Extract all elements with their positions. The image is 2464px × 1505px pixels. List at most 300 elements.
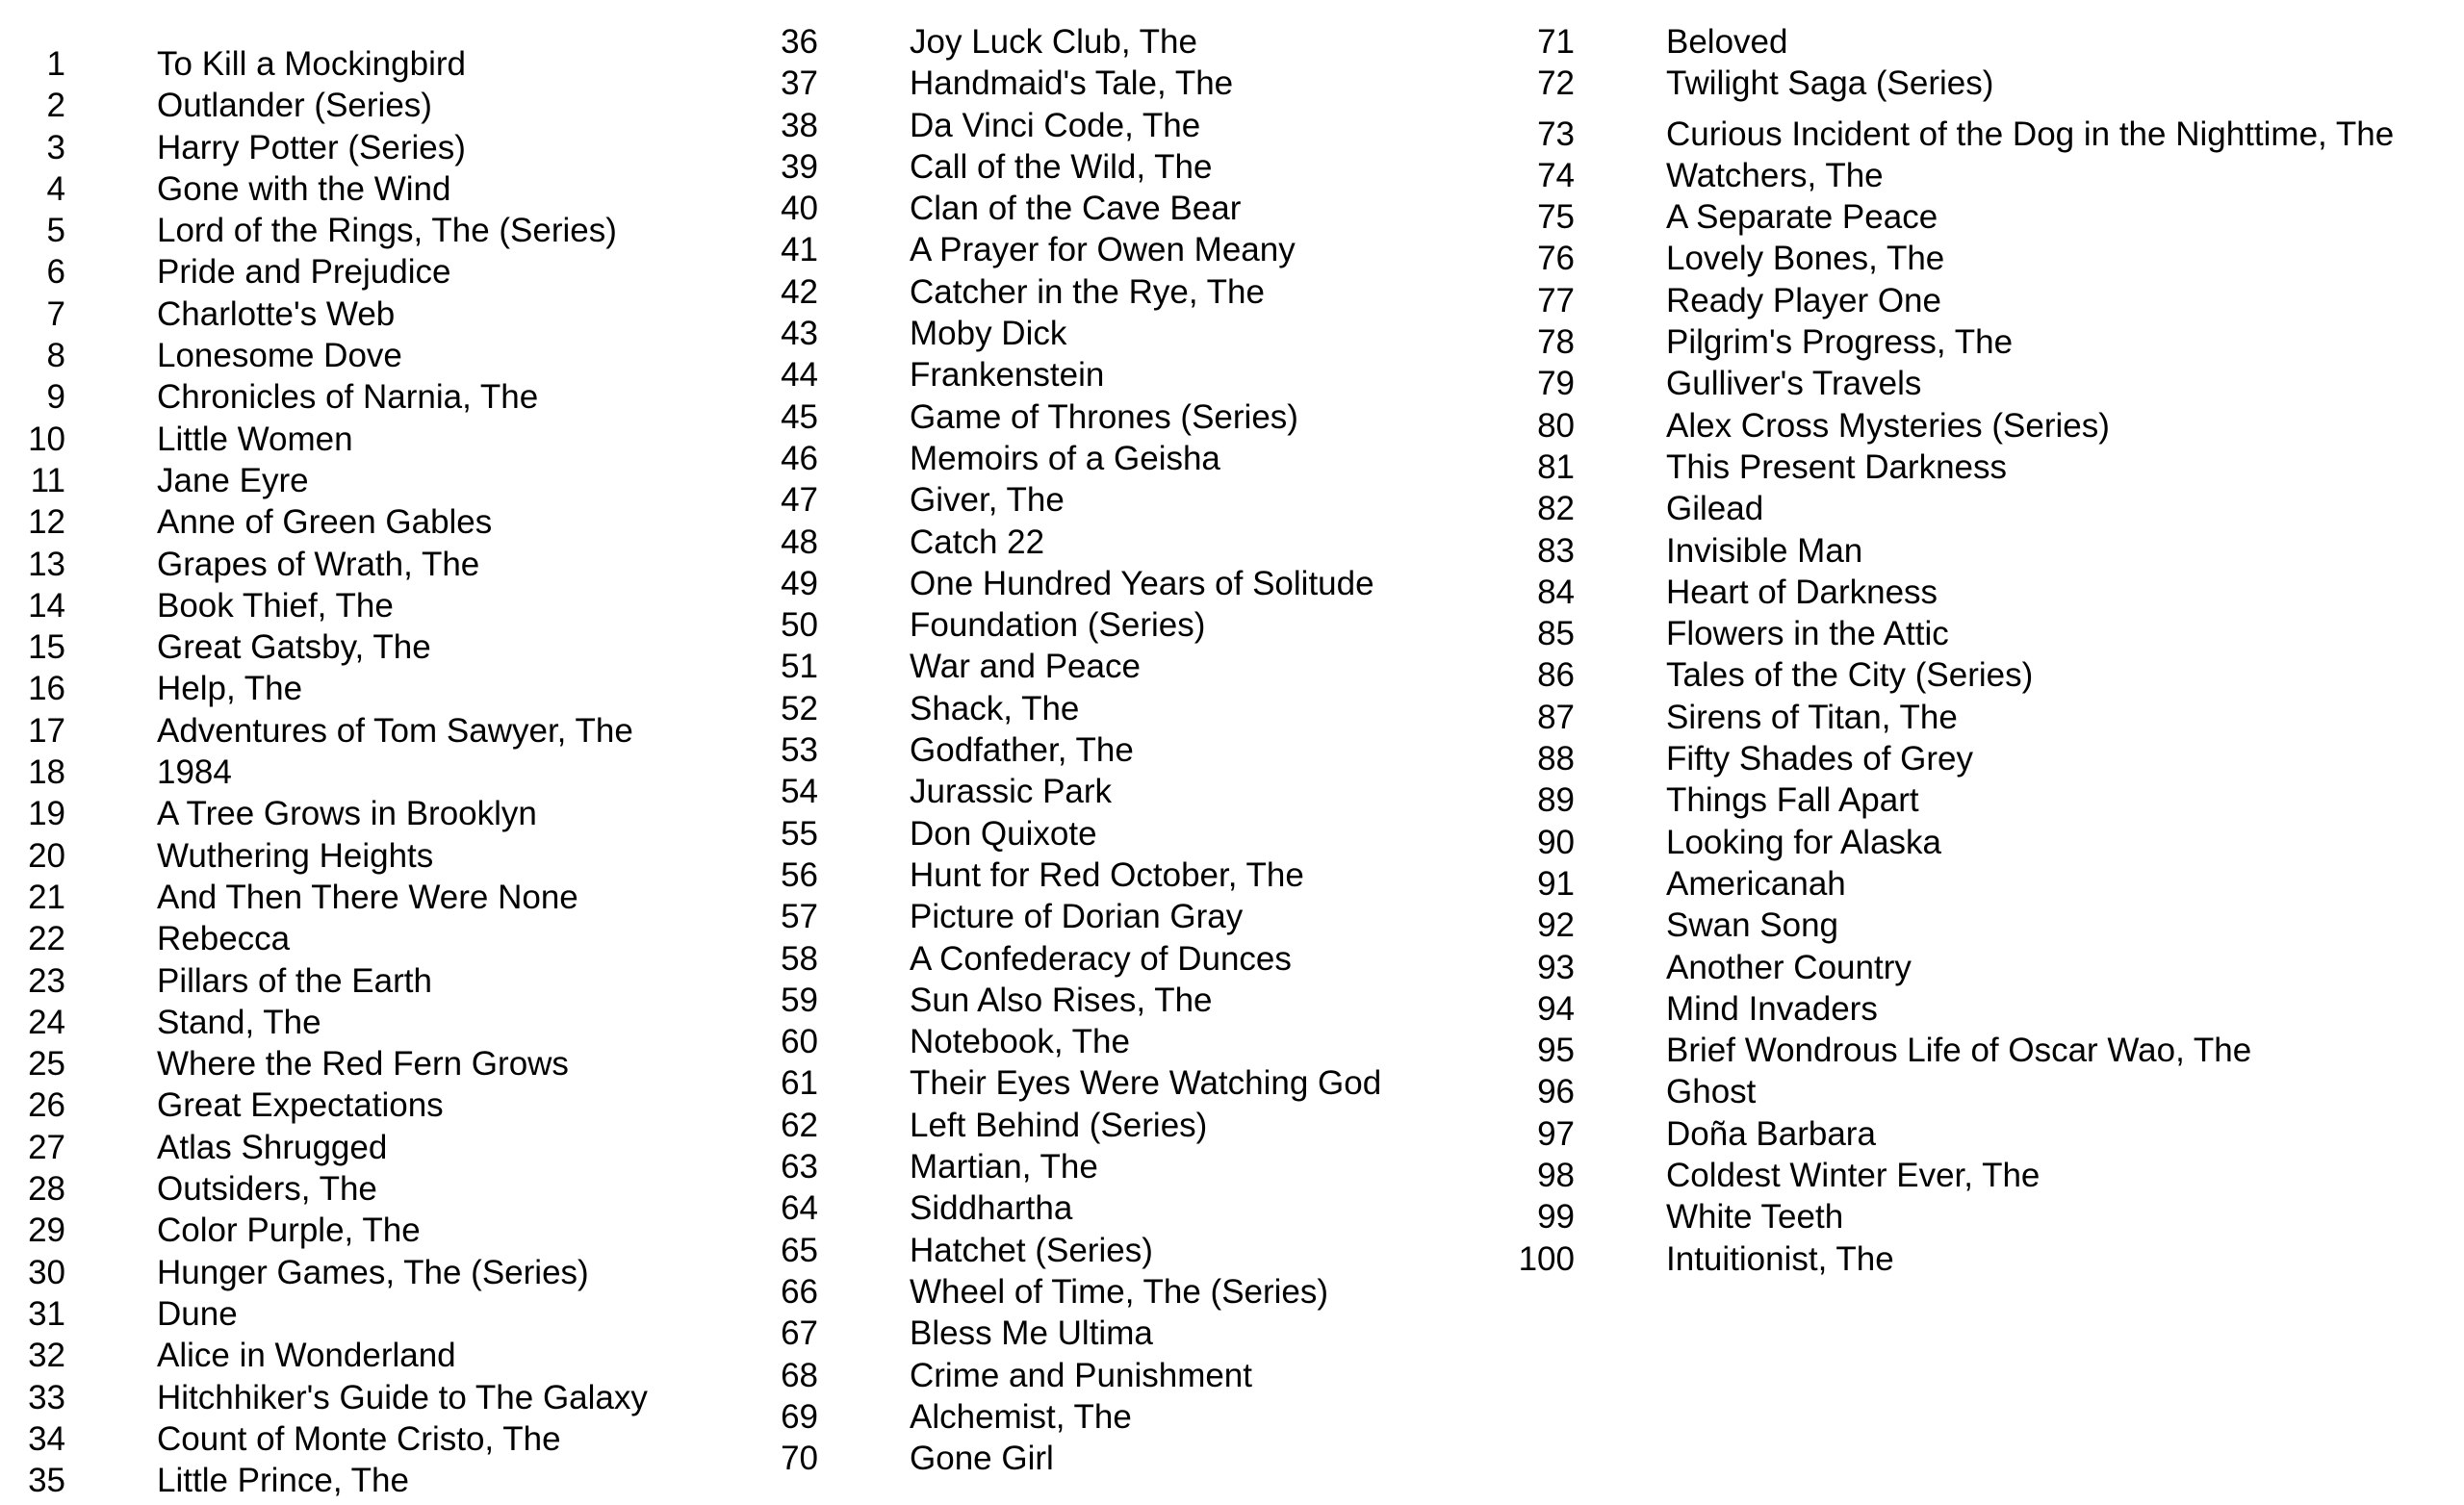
rank-label: 81 (1537, 447, 1575, 486)
book-title: Notebook, The (910, 1023, 1130, 1061)
list-item (1509, 321, 2394, 363)
book-title: Jane Eyre (157, 461, 309, 499)
list-item (753, 688, 1381, 729)
rank-label: 49 (781, 564, 818, 602)
rank-label: 20 (28, 836, 65, 875)
book-title: Little Prince, The (157, 1462, 409, 1500)
list-item (0, 1460, 648, 1501)
list-item (753, 646, 1381, 687)
rank-label: 4 (46, 169, 65, 208)
rank-label: 69 (781, 1397, 818, 1436)
list-item (753, 1105, 1381, 1146)
book-title: Shack, The (910, 689, 1080, 727)
book-title: Coldest Winter Ever, The (1666, 1157, 2040, 1195)
list-item (753, 1355, 1381, 1396)
list-item (0, 668, 648, 709)
rank-label: 88 (1537, 740, 1575, 778)
list-item (753, 604, 1381, 646)
rank-label: 58 (781, 939, 818, 978)
list-item (1509, 654, 2394, 696)
list-item (1509, 196, 2394, 238)
book-title: Another Country (1666, 948, 1912, 986)
list-item (753, 1062, 1381, 1104)
book-title: Stand, The (157, 1003, 321, 1041)
rank-label: 33 (28, 1378, 65, 1416)
rank-label: 24 (28, 1003, 65, 1041)
book-title: Fifty Shades of Grey (1666, 740, 1974, 778)
book-title: Wheel of Time, The (Series) (910, 1272, 1329, 1311)
book-title: Harry Potter (Series) (157, 128, 466, 166)
list-item (0, 1377, 648, 1418)
list-item (1509, 822, 2394, 863)
list-item (0, 1418, 648, 1460)
list-item (753, 1146, 1381, 1187)
rank-label: 37 (781, 64, 818, 103)
rank-label: 97 (1537, 1114, 1575, 1153)
list-item (0, 544, 648, 585)
list-item (0, 293, 648, 335)
book-title: Hatchet (Series) (910, 1231, 1153, 1269)
rank-label: 57 (781, 898, 818, 936)
book-title: Jurassic Park (910, 773, 1113, 811)
list-item (753, 729, 1381, 771)
rank-label: 98 (1537, 1157, 1575, 1195)
book-title: Call of the Wild, The (910, 147, 1213, 186)
rank-label: 82 (1537, 490, 1575, 528)
list-item (1509, 572, 2394, 613)
list-item (0, 752, 648, 793)
rank-label: 17 (28, 711, 65, 750)
rank-label: 47 (781, 481, 818, 520)
book-title: Beloved (1666, 23, 1788, 61)
book-title: Frankenstein (910, 356, 1105, 395)
book-title: One Hundred Years of Solitude (910, 564, 1374, 602)
list-item (1509, 1071, 2394, 1112)
list-item (1509, 779, 2394, 821)
book-title: And Then There Were None (157, 878, 578, 916)
book-title: Mind Invaders (1666, 989, 1878, 1028)
list-item (0, 419, 648, 460)
list-item (1509, 1155, 2394, 1196)
rank-label: 94 (1537, 989, 1575, 1028)
book-title: Book Thief, The (157, 586, 394, 625)
rank-label: 44 (781, 356, 818, 395)
rank-label: 10 (28, 420, 65, 458)
list-item (1509, 405, 2394, 446)
rank-label: 53 (781, 731, 818, 770)
rank-label: 71 (1537, 23, 1575, 61)
rank-label: 28 (28, 1170, 65, 1209)
list-item (753, 896, 1381, 937)
rank-label: 19 (28, 795, 65, 833)
rank-label: 3 (46, 128, 65, 166)
rank-label: 12 (28, 503, 65, 542)
list-item (1509, 1238, 2394, 1280)
list-item (753, 63, 1381, 104)
rank-label: 76 (1537, 240, 1575, 278)
list-item (0, 43, 648, 85)
book-title: A Confederacy of Dunces (910, 939, 1292, 978)
list-item (753, 855, 1381, 896)
book-title: This Present Darkness (1666, 447, 2008, 486)
book-title: Lonesome Dove (157, 337, 402, 375)
list-item (1509, 488, 2394, 529)
list-item (1509, 238, 2394, 279)
book-title: Their Eyes Were Watching God (910, 1064, 1382, 1103)
book-title: War and Peace (910, 648, 1141, 686)
list-item (1509, 280, 2394, 321)
book-title: Pillars of the Earth (157, 961, 432, 1000)
book-title: Charlotte's Web (157, 294, 396, 333)
list-item (1509, 988, 2394, 1030)
list-item (753, 105, 1381, 146)
book-title: Martian, The (910, 1148, 1098, 1186)
book-title: Invisible Man (1666, 531, 1863, 570)
book-title: Siddhartha (910, 1189, 1073, 1228)
book-title: Count of Monte Cristo, The (157, 1419, 561, 1458)
book-title: Joy Luck Club, The (910, 23, 1197, 61)
rank-label: 68 (781, 1356, 818, 1394)
rank-label: 70 (781, 1440, 818, 1478)
book-title: Intuitionist, The (1666, 1239, 1894, 1278)
rank-label: 45 (781, 397, 818, 436)
rank-label: 86 (1537, 656, 1575, 695)
book-list-column-2 (753, 21, 1381, 1479)
book-title: Ready Player One (1666, 281, 1941, 319)
list-item (753, 396, 1381, 438)
book-title: Brief Wondrous Life of Oscar Wao, The (1666, 1032, 2252, 1070)
list-item (0, 835, 648, 877)
rank-label: 74 (1537, 156, 1575, 194)
book-title: To Kill a Mockingbird (157, 45, 466, 83)
rank-label: 73 (1537, 115, 1575, 153)
rank-label: 36 (781, 23, 818, 61)
list-item (753, 771, 1381, 812)
book-title: Hitchhiker's Guide to The Galaxy (157, 1378, 648, 1416)
list-item (0, 1084, 648, 1126)
book-title: Alchemist, The (910, 1397, 1132, 1436)
rank-label: 89 (1537, 781, 1575, 820)
rank-label: 5 (46, 212, 65, 250)
list-item (1509, 863, 2394, 905)
list-item (0, 1127, 648, 1168)
list-item (753, 438, 1381, 479)
list-item (1509, 613, 2394, 654)
rank-label: 43 (781, 315, 818, 353)
rank-label: 59 (781, 981, 818, 1019)
book-title: Godfather, The (910, 731, 1134, 770)
rank-label: 87 (1537, 698, 1575, 736)
list-item (0, 127, 648, 168)
list-item (753, 1271, 1381, 1313)
list-item (753, 1438, 1381, 1479)
rank-label: 61 (781, 1064, 818, 1103)
rank-label: 30 (28, 1253, 65, 1291)
rank-label: 67 (781, 1314, 818, 1353)
book-title: Lord of the Rings, The (Series) (157, 212, 617, 250)
book-title: A Tree Grows in Brooklyn (157, 795, 537, 833)
book-title: Color Purple, The (157, 1212, 421, 1250)
list-item (753, 188, 1381, 229)
list-item (0, 1252, 648, 1293)
list-item (1509, 446, 2394, 488)
rank-label: 56 (781, 855, 818, 894)
list-item (0, 1168, 648, 1210)
book-title: Tales of the City (Series) (1666, 656, 2034, 695)
book-title: Gilead (1666, 490, 1764, 528)
list-item (1509, 21, 2394, 63)
rank-label: 6 (46, 253, 65, 292)
list-item (1509, 114, 2394, 155)
list-item (1509, 530, 2394, 572)
book-title: A Prayer for Owen Meany (910, 231, 1296, 269)
book-title: Bless Me Ultima (910, 1314, 1153, 1353)
book-title: Chronicles of Narnia, The (157, 378, 539, 417)
rank-label: 50 (781, 606, 818, 645)
list-item (753, 229, 1381, 270)
book-title: Help, The (157, 670, 303, 708)
list-item (1509, 697, 2394, 738)
book-title: Sun Also Rises, The (910, 981, 1213, 1019)
rank-label: 7 (46, 294, 65, 333)
book-title: 1984 (157, 753, 232, 792)
rank-label: 92 (1537, 906, 1575, 945)
rank-label: 39 (781, 147, 818, 186)
book-title: Handmaid's Tale, The (910, 64, 1234, 103)
rank-label: 23 (28, 961, 65, 1000)
rank-label: 51 (781, 648, 818, 686)
book-title: Wuthering Heights (157, 836, 434, 875)
book-title: Gone with the Wind (157, 169, 451, 208)
rank-label: 2 (46, 87, 65, 125)
book-title: Foundation (Series) (910, 606, 1206, 645)
rank-label: 14 (28, 586, 65, 625)
book-title: Alice in Wonderland (157, 1337, 456, 1375)
list-item (753, 313, 1381, 354)
rank-label: 54 (781, 773, 818, 811)
book-title: Looking for Alaska (1666, 823, 1942, 861)
rank-label: 63 (781, 1148, 818, 1186)
rank-label: 9 (46, 378, 65, 417)
rank-label: 83 (1537, 531, 1575, 570)
book-title: Little Women (157, 420, 353, 458)
book-title: Anne of Green Gables (157, 503, 493, 542)
book-title: Sirens of Titan, The (1666, 698, 1958, 736)
list-item (753, 1230, 1381, 1271)
list-item (0, 168, 648, 210)
book-title: Atlas Shrugged (157, 1128, 388, 1166)
list-item (0, 626, 648, 668)
book-title: Catcher in the Rye, The (910, 272, 1265, 311)
list-item (0, 251, 648, 293)
list-item (0, 960, 648, 1002)
book-title: Ghost (1666, 1073, 1757, 1111)
rank-label: 96 (1537, 1073, 1575, 1111)
list-item (753, 354, 1381, 395)
list-item (753, 522, 1381, 563)
rank-label: 16 (28, 670, 65, 708)
book-title: Pilgrim's Progress, The (1666, 323, 2014, 362)
book-title: Da Vinci Code, The (910, 106, 1201, 144)
book-title: Americanah (1666, 864, 1846, 903)
list-item (753, 1187, 1381, 1229)
list-item (0, 1002, 648, 1043)
book-title: Where the Red Fern Grows (157, 1045, 569, 1084)
rank-label: 91 (1537, 864, 1575, 903)
rank-label: 8 (46, 337, 65, 375)
rank-label: 78 (1537, 323, 1575, 362)
book-title: Left Behind (Series) (910, 1106, 1208, 1144)
book-title: Outsiders, The (157, 1170, 377, 1209)
list-item (753, 813, 1381, 855)
list-item (0, 501, 648, 543)
rank-label: 52 (781, 689, 818, 727)
book-title: Heart of Darkness (1666, 573, 1938, 611)
book-title: Clan of the Cave Bear (910, 190, 1242, 228)
list-item (0, 85, 648, 126)
list-item (1509, 947, 2394, 988)
rank-label: 65 (781, 1231, 818, 1269)
book-title: Game of Thrones (Series) (910, 397, 1298, 436)
book-title: Flowers in the Attic (1666, 615, 1949, 653)
list-item (1509, 905, 2394, 946)
rank-label: 100 (1518, 1239, 1575, 1278)
rank-label: 85 (1537, 615, 1575, 653)
list-item (1509, 155, 2394, 196)
list-item (0, 210, 648, 251)
book-title: Great Expectations (157, 1086, 444, 1125)
rank-label: 32 (28, 1337, 65, 1375)
rank-label: 72 (1537, 64, 1575, 103)
list-item (753, 1021, 1381, 1062)
book-list-column-1 (0, 43, 648, 1501)
rank-label: 21 (28, 878, 65, 916)
rank-label: 26 (28, 1086, 65, 1125)
book-title: Moby Dick (910, 315, 1067, 353)
rank-label: 66 (781, 1272, 818, 1311)
book-title: Catch 22 (910, 523, 1045, 561)
rank-label: 99 (1537, 1198, 1575, 1237)
rank-label: 48 (781, 523, 818, 561)
rank-label: 27 (28, 1128, 65, 1166)
list-item (753, 146, 1381, 188)
list-item (1509, 63, 2394, 104)
rank-label: 35 (28, 1462, 65, 1500)
book-title: Great Gatsby, The (157, 628, 431, 667)
rank-label: 13 (28, 545, 65, 583)
rank-label: 29 (28, 1212, 65, 1250)
book-title: Giver, The (910, 481, 1065, 520)
rank-label: 93 (1537, 948, 1575, 986)
book-title: Memoirs of a Geisha (910, 439, 1220, 477)
list-item (1509, 1196, 2394, 1237)
book-title: Picture of Dorian Gray (910, 898, 1244, 936)
book-title: Things Fall Apart (1666, 781, 1919, 820)
list-item (0, 1043, 648, 1084)
book-title: Don Quixote (910, 814, 1097, 853)
rank-label: 75 (1537, 198, 1575, 237)
list-item (753, 1313, 1381, 1354)
list-item (0, 585, 648, 626)
book-title: Hunger Games, The (Series) (157, 1253, 589, 1291)
book-title: Dune (157, 1294, 238, 1333)
list-item (753, 479, 1381, 521)
rank-label: 34 (28, 1419, 65, 1458)
rank-label: 18 (28, 753, 65, 792)
list-item (0, 335, 648, 376)
book-title: Doña Barbara (1666, 1114, 1876, 1153)
list-item (1509, 1030, 2394, 1071)
rank-label: 42 (781, 272, 818, 311)
list-item (1509, 1113, 2394, 1155)
book-title: Lovely Bones, The (1666, 240, 1945, 278)
list-item (0, 877, 648, 918)
list-item (753, 563, 1381, 604)
book-title: Grapes of Wrath, The (157, 545, 480, 583)
book-title: White Teeth (1666, 1198, 1844, 1237)
list-item (0, 460, 648, 501)
book-title: Crime and Punishment (910, 1356, 1252, 1394)
book-title: Adventures of Tom Sawyer, The (157, 711, 633, 750)
book-title: Twilight Saga (Series) (1666, 64, 1994, 103)
rank-label: 11 (30, 461, 65, 499)
list-item (753, 938, 1381, 980)
rank-label: 62 (781, 1106, 818, 1144)
list-item (1509, 363, 2394, 404)
list-item (0, 376, 648, 418)
rank-label: 55 (781, 814, 818, 853)
list-item (0, 710, 648, 752)
rank-label: 46 (781, 439, 818, 477)
list-item (0, 1335, 648, 1376)
rank-label: 80 (1537, 406, 1575, 445)
rank-label: 95 (1537, 1032, 1575, 1070)
list-item (753, 1396, 1381, 1438)
list-item (0, 1210, 648, 1251)
list-item (753, 21, 1381, 63)
rank-label: 1 (46, 45, 65, 83)
list-item (1509, 738, 2394, 779)
book-title: Outlander (Series) (157, 87, 432, 125)
list-item (0, 918, 648, 959)
rank-label: 79 (1537, 365, 1575, 403)
list-item (753, 980, 1381, 1021)
book-title: Alex Cross Mysteries (Series) (1666, 406, 2110, 445)
rank-label: 40 (781, 190, 818, 228)
rank-label: 64 (781, 1189, 818, 1228)
rank-label: 15 (28, 628, 65, 667)
rank-label: 77 (1537, 281, 1575, 319)
book-title: Gulliver's Travels (1666, 365, 1922, 403)
rank-label: 60 (781, 1023, 818, 1061)
rank-label: 38 (781, 106, 818, 144)
list-item (753, 271, 1381, 313)
rank-label: 90 (1537, 823, 1575, 861)
book-title: Gone Girl (910, 1440, 1054, 1478)
book-title: A Separate Peace (1666, 198, 1938, 237)
list-item (0, 793, 648, 834)
book-title: Hunt for Red October, The (910, 855, 1304, 894)
book-title: Swan Song (1666, 906, 1839, 945)
book-title: Watchers, The (1666, 156, 1884, 194)
rank-label: 25 (28, 1045, 65, 1084)
book-title: Pride and Prejudice (157, 253, 451, 292)
rank-label: 41 (781, 231, 818, 269)
book-list-column-3 (1509, 21, 2394, 1280)
rank-label: 31 (28, 1294, 65, 1333)
book-title: Rebecca (157, 920, 291, 958)
rank-label: 84 (1537, 573, 1575, 611)
